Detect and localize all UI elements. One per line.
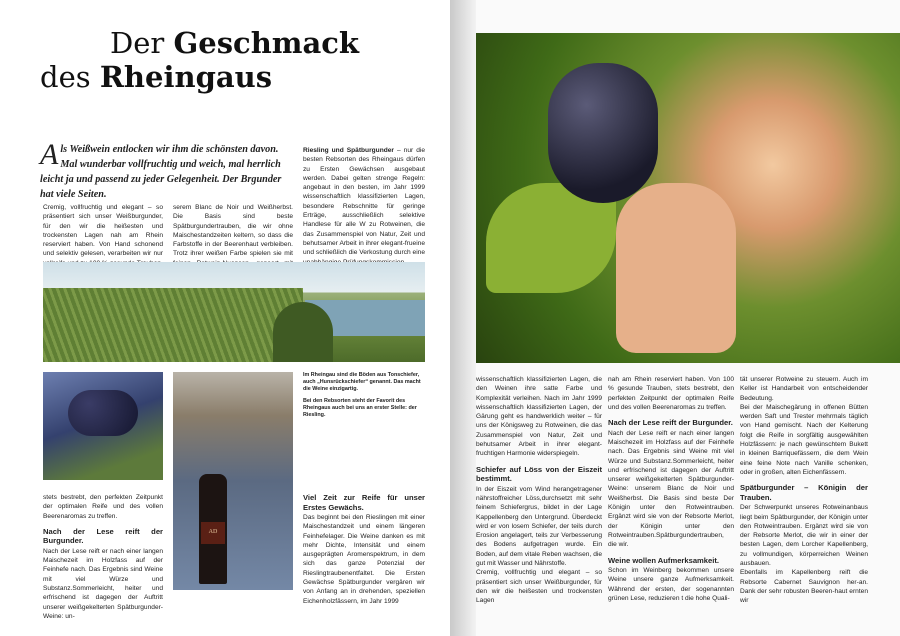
grape-bunch-shape: [548, 63, 658, 203]
vineyard-photo: [43, 262, 425, 362]
hill-shape: [43, 288, 303, 362]
trees-shape: [273, 302, 333, 362]
drop-cap: A: [40, 138, 59, 171]
left-column-2: serem Blanc de Noir und Weißherbst. Die Basis sind beste Spätburgundertrauben, die wir ohne Maischestandzeiten keltern, so dass die Farbstoffe in der Beerenhaut verbleiben. Trotz ihrer weißen Farbe spielen sie mit: [173, 204, 293, 258]
right-column-2: nah am Rhein reserviert haben. Von 100 % gesunde Trauben, stets bestrebt, den perfekten Zeitpunkt der optimalen Reife und des vollen Beerenaromas zu treffen. Nach der Lese reift der Burgunder. Nach der Lese reift er nach einer langen Maischezeit im Holzfass auf der Feinhefe nach. Das Ergebnis sind Weine mit viel Würze und Substanz.Sommerleicht, heiter und erfrischend ist dagegen der Auftritt unserer weißgekelterten Spätburgunder-Weine: unserem Blanc de Noir und Weißherbst. Die Basis sind beste Der Königin unter den Rotweintrauben. Ergänzt wird sie von der Rebsorte Merlot, der Königin unter den Rotweintrauben.Spätburgundertrauben, die wir. Weine wollen Aufmerksamkeit. Schon im Weinberg bekommen unsere Weine unsere ganze Aufmerksamkeit. Während der ersten, der sogenannten grünen Lese, reduzieren t die hohe Quali-: [608, 376, 734, 602]
title-line-1: Der Geschmack: [110, 26, 360, 60]
photo-caption: Im Rheingau sind die Böden aus Tonschiefer, auch „Hunsrückschiefer“ genannt. Das macht die Weine einzigartig. Bei den Rebsorten steht der Favorit des Rheingaus auch bei uns an erster Stelle: der Riesling.: [303, 372, 421, 419]
grapes-shape: [68, 390, 138, 436]
left-column-3: Riesling und Spätburgunder – nur die besten Rebsorten des Rheingaus dürfen zu Ersten Gewächsen ausgebaut werden. Dabei gelten strenge Regeln: angebaut in den besten, im Jahr 1999 wissenschaftlich klassifizierten Lagen, besondere Rebschnitte für geringe Erträge, ausschließlich selektive Handlese für alle W zu Rotweinen, die das Zusammenspiel von Natur, Zeit und behutsamer Arbeit in ihrer elegant-frueine und schließlich die Verkostung durch eine: [303, 147, 425, 257]
left-bottom-column-1: stets bestrebt, den perfekten Zeitpunkt der optimalen Reife und des vollen Beerenaromas zu treffen. Nach der Lese reift der Burgunder. Nach der Lese reift er nach einer langen Maischezeit im Holzfass auf der Feinhefe nach. Das Ergebnis sind Weine mit viel Würze und Substanz.Sommerleicht, heiter und erfrischend ist dagegen der Auftritt unserer weißgekelterten Spätburgunder-Weine: un-: [43, 494, 163, 620]
grape-harvest-photo: [476, 33, 900, 363]
right-column-1: wissenschaftlich klassifizierten Lagen, die den Weinen ihre satte Farbe und Komplexität verleihen. Nach im Jahr 1999 wissenschaftlich klassifizierten Lagen, der Gärung geht es handwerklich weiter – für uns der Königsweg zu Rotweinen, die das Zusammenspiel von Natur, Zeit und behutsamer Arbeit in ihrer elegant-fruchtigen Harmonie widerspiegeln. Schiefer auf Löss von der Eiszeit bestimmt. In der Eiszeit vom Wind herangetragener nährstoffreicher Löss,durchsetzt mit sehr feinem Schiefergrus, bildet in der Lage Kappellenberg den Untergrund. Überdeckt wird er von losem Schiefer, der teils durch Erosion angelagert, teils zur Verbesserung des Bodens aufgetragen wurde. Ein Boden, auf dem vitale Reben wachsen, die gut mit Wasser und Nährstoffe. Cremig, vollfruchtig und elegant – so präsentiert sich unser Weißburgunder, für den wir die heißesten und trockensten Lagen: [476, 376, 602, 605]
right-page: [450, 0, 900, 636]
title-line-2: des Rheingaus: [40, 60, 273, 94]
grape-basket-photo: [43, 372, 163, 480]
wine-bottle-photo: [173, 372, 293, 590]
right-column-3: tät unserer Rotweine zu steuern. Auch im Keller ist Handarbeit von entscheidender Bedeutung. Bei der Maischegärung in offenen Bütten werden Saft und Trester mehrmals täglich von Hand gemischt. Nach der Kelterung folgt die Reife in sorgfältig ausgewählten Holzfässern: je nach gewünschtem Bukett in kleinen Barriquefässern, die dem Wein eine feine Note nach Vanille schenken, oder in großen, alten Eichenfässern. Spätburgunder – Königin der Trauben. Der Schwerpunkt unseres Rotweinanbaus liegt beim Spätburgunder, der Königin unter den Rotweintrauben. Ergänzt wird sie von der Rebsorte Merlot, die wir in einer der besten Lagen, dem Lorcher Kapellenberg, zu vollmundigen, körperreichen Weinen ausbauen. Ebenfalls im Kapellenberg reift die Rebsorte Cabernet Sauvignon her-an. Dank der sehr robusten Beeren-haut ernten wir: [740, 376, 868, 605]
left-bottom-column-2: Viel Zeit zur Reife für unser Erstes Gewächs. Das beginnt bei den Rieslingen mit einer Maischestandzeit und einem längeren Feinhefelager. Die Weine danken es mit mehr Dichte, Intensität und einem ausgeprägten Aromenspektrum, in dem sich das ganze Potenzial der Rieslingtraubenentfaltet. Die Ersten Gewächse Spätburgunder vergären wir von Anfang an in drehenden, speziellen Eichenholzfässern, im Jahr 1999: [303, 493, 425, 605]
intro-text: Als Weißwein entlocken wir ihm die schönsten davon. Mal wunderbar vollfruchtig und weich, mal herrlich leicht ja und passend zu jeder Gelegenheit. Der Brgunder hat viele Seiten.: [40, 138, 282, 200]
bottle-label: AD: [201, 522, 225, 544]
page-gutter: [450, 0, 476, 636]
left-column-1: Cremig, vollfruchtig und elegant – so präsentiert sich unser Weißburgunder, für den wir die heißesten und trockensten Lagen nah am Rhein reserviert haben. Von Hand schonend und selektiv gelesen, verarbeiten wir nur: [43, 204, 163, 258]
hand-shape: [616, 183, 736, 353]
